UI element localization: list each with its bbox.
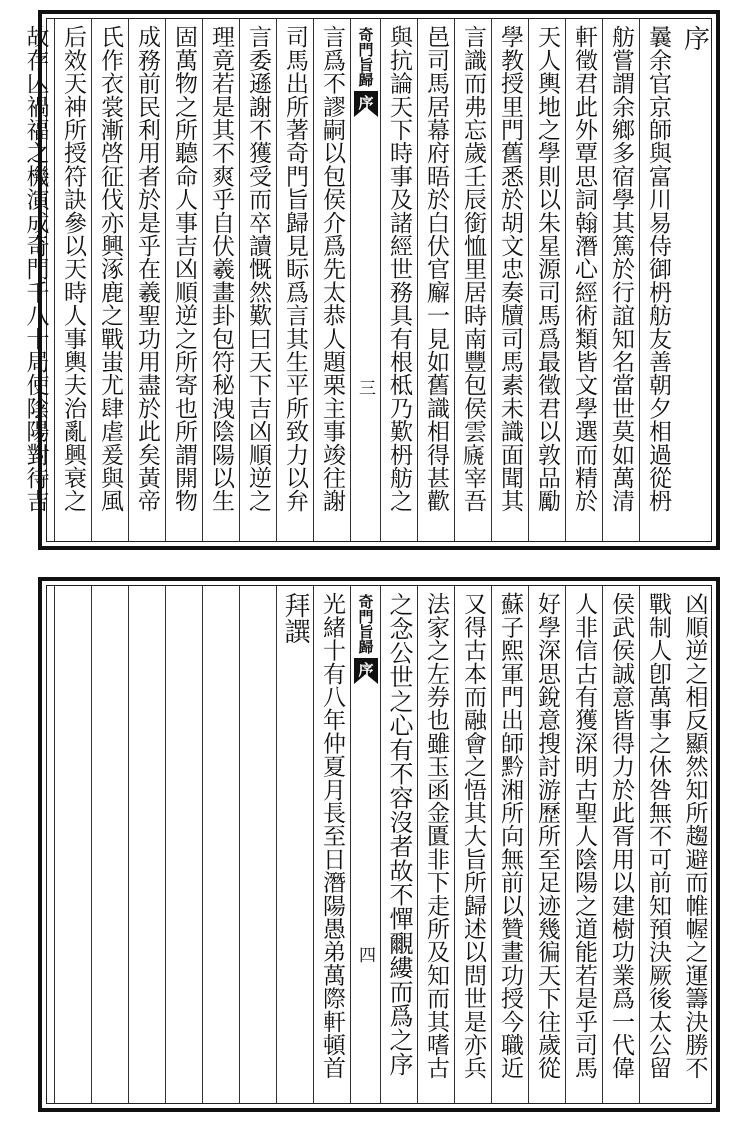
page-bottom — [38, 577, 720, 1112]
text-column — [17, 19, 54, 541]
center-fold — [350, 19, 380, 541]
text-column — [276, 19, 313, 541]
column-text: 言識而弗忘歲壬辰銜恤里居時南豐包侯雲𢊀宰吾 — [460, 25, 486, 513]
column-text: 凶順逆之相反顯然知所趨避而帷幄之運籌決勝不 — [681, 592, 708, 1080]
text-column — [602, 586, 639, 1103]
text-column — [565, 19, 602, 541]
column-text: 光緒十有八年仲夏月長至日潛陽愚弟萬際軒頓首 — [319, 592, 345, 1080]
column-text: 故存亾禍福之機演成奇門千八十局使陰陽對待吉 — [22, 25, 49, 513]
column-text: 與抗論天下時事及諸經世務具有根柢乃歎枬舫之 — [386, 25, 412, 513]
text-column — [417, 19, 454, 541]
blank-column — [54, 586, 91, 1103]
text-column — [528, 19, 565, 541]
text-column — [202, 19, 239, 541]
page-number: 三 — [355, 379, 375, 396]
text-column — [239, 19, 276, 541]
column-text: 之念公世之心有不容沒者故不憚覼縷而爲之序 — [385, 592, 413, 1076]
text-column — [676, 586, 713, 1103]
page-top — [22, 10, 720, 550]
text-column — [454, 19, 491, 541]
text-column — [313, 19, 350, 541]
text-column — [491, 586, 528, 1103]
center-fold — [350, 586, 380, 1103]
text-column — [313, 586, 350, 1103]
text-column — [639, 19, 676, 541]
column-text: 邑司馬居幕府晤於白伏官廨一見如舊識相得甚歡 — [423, 25, 449, 513]
column-text: 好學深思銳意搜討游歷所至足迹幾徧天下往歲從 — [534, 592, 560, 1080]
column-text: 蘇子熙軍門出師黔湘所向無前以贊畫功授今職近 — [497, 592, 523, 1080]
text-column — [380, 586, 417, 1103]
text-column — [602, 19, 639, 541]
book-title: 奇門旨歸 — [356, 594, 375, 654]
text-column — [565, 586, 602, 1103]
column-text: 序 — [679, 25, 710, 52]
text-column — [380, 19, 417, 541]
page-bottom-frame — [46, 585, 712, 1104]
column-text: 戰制人卽萬事之休咎無不可前知預決厥後太公留 — [645, 592, 671, 1080]
section-title: 序 — [356, 95, 375, 110]
text-column — [491, 19, 528, 541]
blank-column — [202, 586, 239, 1103]
blank-column — [128, 586, 165, 1103]
column-text: 理竟若是其不爽乎自伏羲畫卦包符秘洩陰陽以生 — [208, 25, 234, 513]
column-text: 舫嘗謂余鄉多宿學其篤於行誼知名當世莫如萬清 — [608, 25, 634, 513]
blank-column — [239, 586, 276, 1103]
text-column — [54, 19, 91, 541]
column-text: 人非信古有獲深明古聖人陰陽之道能若是乎司馬 — [571, 592, 597, 1080]
column-text: 法家之左券也雖玉函金匱非下走所及知而其嗜古 — [423, 592, 449, 1080]
text-column — [91, 19, 128, 541]
text-column — [128, 19, 165, 541]
column-text: 侯武侯誠意皆得力於此胥用以建樹功業爲一代偉 — [608, 592, 634, 1080]
column-text: 后效天神所授符訣參以天時人事輿夫治亂興衰之 — [60, 25, 86, 513]
column-text: 天人輿地之學則以朱星源司馬爲最徵君以敦品勵 — [534, 25, 560, 513]
column-text: 又得古本而融會之悟其大旨所歸述以問世是亦兵 — [460, 592, 486, 1080]
column-text: 軒徵君此外覃思詞翰潛心經術類皆文學選而精於 — [571, 25, 597, 513]
text-column — [276, 586, 313, 1103]
text-column — [528, 586, 565, 1103]
text-column — [165, 19, 202, 541]
column-text: 言委遜謝不獲受而卒讀慨然歎曰天下吉凶順逆之 — [245, 25, 271, 513]
text-column — [454, 586, 491, 1103]
column-text: 言爲不謬嗣以包侯介爲先太恭人題栗主事竣往謝 — [319, 25, 345, 513]
blank-column — [91, 586, 128, 1103]
page-number: 四 — [355, 946, 375, 963]
column-text: 固萬物之所聽命人事吉凶順逆之所寄也所謂開物 — [171, 25, 197, 513]
text-column — [676, 19, 713, 541]
text-column — [639, 586, 676, 1103]
blank-column — [165, 586, 202, 1103]
column-text: 成務前民利用者於是乎在羲聖功用盡於此矣黃帝 — [134, 25, 160, 513]
text-column — [417, 586, 454, 1103]
page-top-frame — [22, 18, 712, 542]
column-text: 拜譔 — [280, 592, 310, 645]
column-text: 曩余官京師與富川易侍御枬舫友善朝夕相過從枬 — [645, 25, 671, 513]
column-text: 學教授里門舊悉於胡文忠奏牘司馬素未識面聞其 — [497, 25, 523, 513]
book-title: 奇門旨歸 — [356, 27, 375, 87]
section-title: 序 — [356, 662, 375, 677]
column-text: 氏作衣裳漸啓征伐亦興涿鹿之戰蚩尤肆虐爰與風 — [97, 25, 123, 513]
column-text: 司馬出所著奇門旨歸見眎爲言其生平所致力以弁 — [282, 25, 308, 513]
